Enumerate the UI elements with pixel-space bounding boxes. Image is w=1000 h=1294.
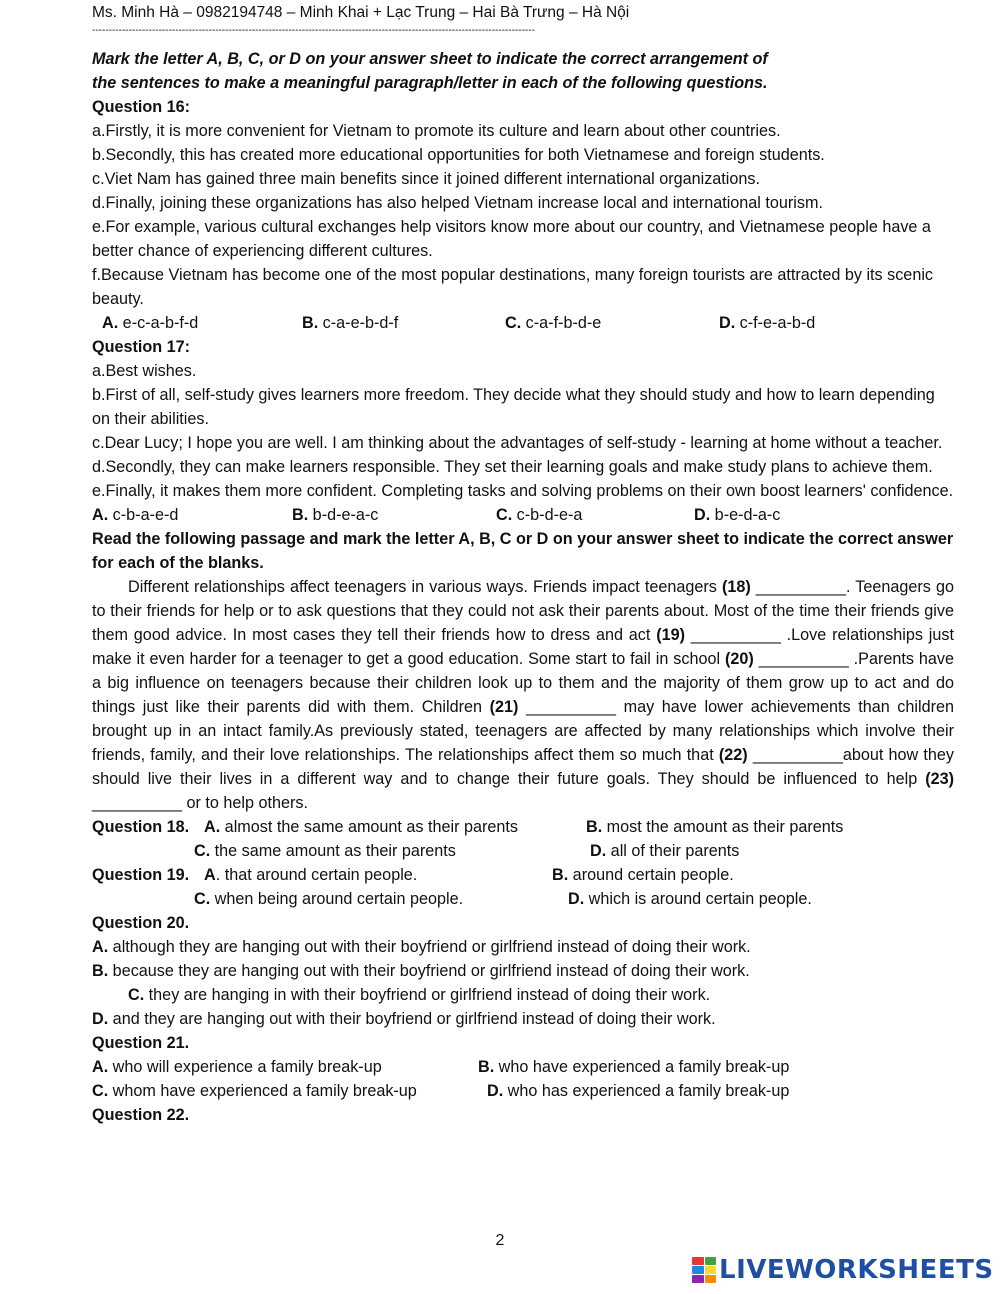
q16-sentence-a: a.Firstly, it is more convenient for Vietnam to promote its culture and learn about other countries. [92,122,781,140]
q19-option-c[interactable]: C. when being around certain people. [194,890,464,908]
q16-sentence-e: e.For example, various cultural exchanges help visitors know more about our country, and Vietnamese people have a better chance of experiencing different cultures. [92,218,931,260]
logo-square [692,1257,704,1265]
q16-sentence-b: b.Secondly, this has created more educational opportunities for both Vietnamese and foreign students. [92,146,825,164]
q17-sentence-c: c.Dear Lucy; I hope you are well. I am thinking about the advantages of self-study - learning at home without a teacher. [92,434,943,452]
logo-square [692,1275,704,1283]
q16-sentence-c: c.Viet Nam has gained three main benefits since it joined different international organizations. [92,170,760,188]
q17-sentence-b: b.First of all, self-study gives learners more freedom. They decide what they should study and how to learn depending on their abilities. [92,386,935,428]
q19-row2 [92,887,954,911]
q16-option-d[interactable]: D. c-f-e-a-b-d [719,314,816,332]
blank-20-number: (20) [725,650,754,668]
q18-row1 [92,815,954,839]
blank-21-number: (21) [489,698,519,716]
question-22-title: Question 22. [92,1106,190,1124]
worksheet-content [92,47,954,1127]
q20-option-b[interactable]: B. because they are hanging out with their boyfriend or girlfriend instead of doing their work. [92,962,750,980]
logo-square [705,1266,717,1274]
logo-square [692,1266,704,1274]
question-19-title: Question 19. [92,866,190,884]
page-header: Ms. Minh Hà – 0982194748 – Minh Khai + Lạc Trung – Hai Bà Trưng – Hà Nội [92,4,630,21]
blank-22-number: (22) [718,746,748,764]
q17-sentence-a: a.Best wishes. [92,362,197,380]
q17-option-d[interactable]: D. b-e-d-a-c [694,506,781,524]
q16-option-c[interactable]: C. c-a-f-b-d-e [505,314,602,332]
logo-text: LIVEWORKSHEETS [719,1255,994,1285]
q21-row1 [92,1055,954,1079]
instruction-arrangement-line2: the sentences to make a meaningful paragraph/letter in each of the following questions. [92,74,768,92]
q21-row2 [92,1079,954,1103]
blank-18-number: (18) [722,578,751,596]
q18-row2 [92,839,954,863]
q20-option-a[interactable]: A. although they are hanging out with their boyfriend or girlfriend instead of doing their work. [92,938,751,956]
question-21-title: Question 21. [92,1034,190,1052]
q20-option-d[interactable]: D. and they are hanging out with their boyfriend or girlfriend instead of doing their work. [92,1010,716,1028]
question-18-title: Question 18. [92,818,190,836]
q21-option-a[interactable]: A. who will experience a family break-up [92,1058,382,1076]
q20-option-c[interactable]: C. they are hanging in with their boyfriend or girlfriend instead of doing their work. [128,986,711,1004]
instruction-arrangement-line1: Mark the letter A, B, C, or D on your answer sheet to indicate the correct arrangement of [92,50,768,68]
q19-option-b[interactable]: B. around certain people. [552,866,734,884]
q17-options [92,503,954,527]
q16-option-b[interactable]: B. c-a-e-b-d-f [302,314,399,332]
reading-passage: Different relationships affect teenagers in various ways. Friends impact teenagers (18) __________. Teenagers go to their friends for help or to ask questions that they could not ask their parents about. Most of the time their friends give them good advice. In most cases they tell their friends how to dress and act (19) __________ .Love relationships just make it even harder for a teenager to get a good education. Some start to fail in school (20) __________ .Parents have a big influence on teenagers because their children look up to them and the majority of them grow up to act and do things just like their parents did with them. Children (21) __________ may have lower achievements than children brought up in an intact family.As previously stated, teenagers are affected by many relationships which involve their friends, family, and their love relationships. The relationships affect them so much that (22) __________about how they should live their lives in a different way and to change their future goals. They should be influenced to help (23) __________ or to help others. [92,578,954,812]
q19-option-a[interactable]: A. that around certain people. [204,866,418,884]
header-separator: ------------------------------------------------------------------------------------------------------------------------------------- [92,25,535,36]
q16-sentence-f: f.Because Vietnam has become one of the most popular destinations, many foreign tourists are attracted by its scenic beauty. [92,266,934,308]
logo-cube-icon [692,1257,716,1283]
page-number: 2 [495,1232,505,1249]
q19-option-d[interactable]: D. which is around certain people. [568,890,812,908]
blank-23-number: (23) [925,770,954,788]
instruction-passage: Read the following passage and mark the letter A, B, C or D on your answer sheet to indicate the correct answer for each of the blanks. [92,530,954,572]
logo-square [705,1257,717,1265]
q16-sentence-d: d.Finally, joining these organizations has also helped Vietnam increase local and international tourism. [92,194,823,212]
q21-option-d[interactable]: D. who has experienced a family break-up [487,1082,790,1100]
liveworksheets-logo[interactable] [692,1255,994,1285]
q21-option-b[interactable]: B. who have experienced a family break-up [478,1058,790,1076]
q17-option-a[interactable]: A. c-b-a-e-d [92,506,179,524]
q17-option-b[interactable]: B. b-d-e-a-c [292,506,379,524]
q18-option-a[interactable]: A. almost the same amount as their parents [204,818,519,836]
question-17-title: Question 17: [92,338,191,356]
q17-option-c[interactable]: C. c-b-d-e-a [496,506,583,524]
q21-option-c[interactable]: C. whom have experienced a family break-up [92,1082,417,1100]
q16-option-a[interactable]: A. e-c-a-b-f-d [102,314,199,332]
q18-option-d[interactable]: D. all of their parents [590,842,740,860]
blank-19-number: (19) [656,626,686,644]
q17-sentence-e: e.Finally, it makes them more confident. Completing tasks and solving problems on their own boost learners' confidence. [92,482,954,500]
question-16-title: Question 16: [92,98,191,116]
logo-square [705,1275,717,1283]
q18-option-c[interactable]: C. the same amount as their parents [194,842,456,860]
question-20-title: Question 20. [92,914,190,932]
q17-sentence-d: d.Secondly, they can make learners responsible. They set their learning goals and make study plans to achieve them. [92,458,933,476]
q19-row1 [92,863,954,887]
q16-options [92,311,954,335]
q18-option-b[interactable]: B. most the amount as their parents [586,818,844,836]
